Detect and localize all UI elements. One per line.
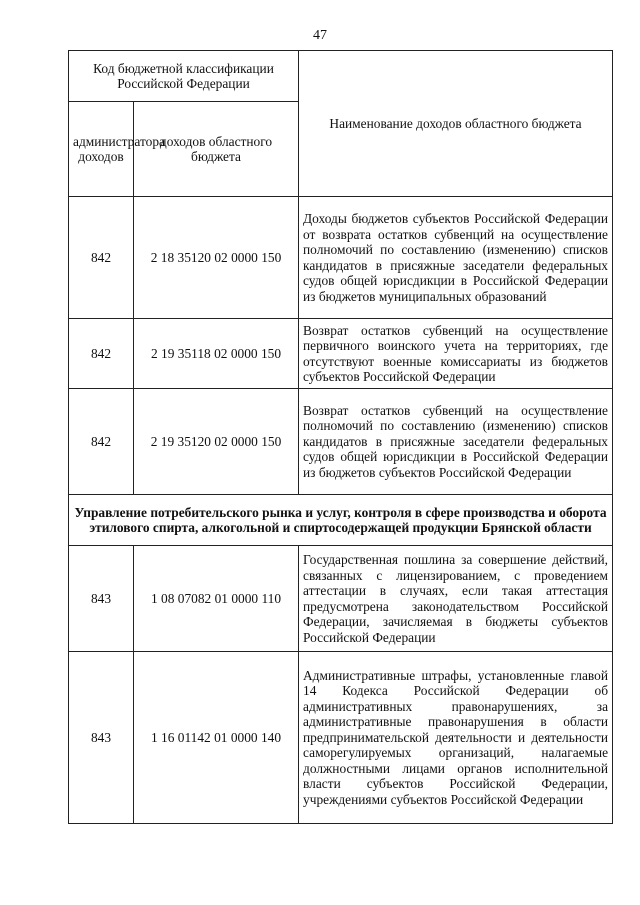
header-income-name: Наименование доходов областного бюджета (299, 51, 613, 197)
income-name-cell: Доходы бюджетов субъектов Российской Федерации от возврата остатков субвенций на осуществление полномочий по составлению (изменению) списков кандидатов в присяжные заседатели федеральных судов общей юрисдикции в Российской Федерации из бюджетов муниципальных образований (299, 197, 613, 319)
income-code-cell: 2 19 35118 02 0000 150 (134, 319, 299, 389)
income-name-cell: Возврат остатков субвенций на осуществление первичного воинского учета на территориях, где отсутствуют военные комиссариаты из бюджетов субъектов Российской Федерации (299, 319, 613, 389)
header-classification-code: Код бюджетной классификации Российской Федерации (69, 51, 299, 102)
admin-code-cell: 842 (69, 197, 134, 319)
income-code-cell: 2 18 35120 02 0000 150 (134, 197, 299, 319)
income-name-cell: Государственная пошлина за совершение действий, связанных с лицензированием, с проведением аттестации в случаях, если такая аттестация предусмотрена законодательством Российской Федерации, зачисляемая в бюджеты субъектов Российской Федерации (299, 546, 613, 652)
admin-code-cell: 842 (69, 389, 134, 495)
section-title: Управление потребительского рынка и услуг, контроля в сфере производства и оборота этилового спирта, алкогольной и спиртосодержащей продукции Брянской области (69, 495, 613, 546)
page-number: 47 (313, 28, 327, 43)
table-row (69, 546, 613, 652)
income-code-cell: 1 16 01142 01 0000 140 (134, 652, 299, 824)
income-code-cell: 2 19 35120 02 0000 150 (134, 389, 299, 495)
header-administrator: администратора доходов (69, 102, 134, 197)
admin-code-cell: 842 (69, 319, 134, 389)
table-header-row (69, 51, 613, 102)
header-income-code: доходов областного бюджета (134, 102, 299, 197)
admin-code-cell: 843 (69, 652, 134, 824)
table-row (69, 319, 613, 389)
section-row (69, 495, 613, 546)
income-name-cell: Возврат остатков субвенций на осуществление полномочий по составлению (изменению) списков кандидатов в присяжные заседатели федеральных судов общей юрисдикции в Российской Федерации из бюджетов субъектов Российской Федерации (299, 389, 613, 495)
table-row (69, 389, 613, 495)
income-code-cell: 1 08 07082 01 0000 110 (134, 546, 299, 652)
budget-classification-table (68, 50, 613, 824)
table-row (69, 197, 613, 319)
table-row (69, 652, 613, 824)
admin-code-cell: 843 (69, 546, 134, 652)
income-name-cell: Административные штрафы, установленные главой 14 Кодекса Российской Федерации об административных правонарушениях, за административные правонарушения в области предпринимательской деятельности и деятельности саморегулируемых организаций, налагаемые должностными лицами органов исполнительной власти субъектов Российской Федерации, учреждениями субъектов Российской Федерации (299, 652, 613, 824)
